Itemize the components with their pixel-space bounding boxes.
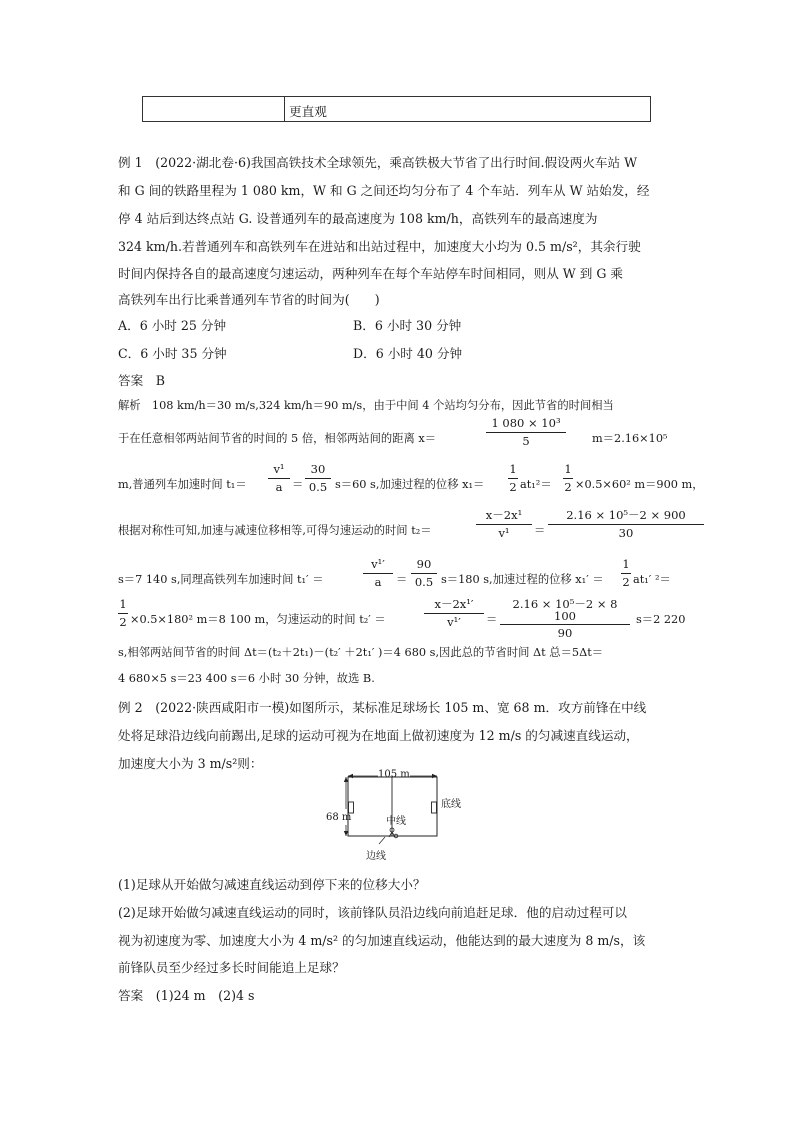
analysis-text: ×0.5×180² m＝8 100 m，匀速运动的时间 t₂′ ＝ (130, 613, 386, 626)
length-label: 105 m (378, 769, 410, 780)
fraction: 1 2 (119, 597, 127, 629)
analysis-line: m,普通列车加速时间 t₁＝ (118, 478, 247, 491)
equals: ＝ (486, 613, 498, 626)
fraction: v¹′ a (363, 559, 393, 588)
question-line: (2)足球开始做匀减速直线运动的同时，该前锋队员沿边线向前追赶足球．他的启动过程可以 (118, 905, 627, 920)
example-2-line: 例 2 (2022·陕西咸阳市一模)如图所示，某标准足球场长 105 m、宽 68 m．攻方前锋在中线 (118, 700, 647, 715)
endline-label: 底线 (441, 799, 461, 810)
width-label: 68 m (326, 812, 352, 823)
analysis-text: s＝180 s,加速过程的位移 x₁′ ＝ (441, 573, 604, 586)
option-d: D．6 小时 40 分钟 (353, 346, 463, 361)
top-table (142, 96, 651, 122)
fraction: 2.16 × 10⁵－2 × 900 30 (548, 510, 704, 539)
answer-1: 答案 B (118, 373, 166, 388)
example-2-line: 加速度大小为 3 m/s²则： (118, 756, 263, 771)
midline-label: 中线 (386, 816, 406, 827)
example-1-line: 停 4 站后到达终点站 G. 设普通列车的最高速度为 108 km/h，高铁列车的最高速度为 (118, 211, 598, 226)
example-1-line: 高铁列车出行比乘普通列车节省的时间为( ) (118, 292, 380, 307)
analysis-line: 根据对称性可知,加速与减速位移相等,可得匀速运动的时间 t₂＝ (118, 524, 432, 537)
analysis-line: 4 680×5 s＝23 400 s＝6 小时 30 分钟，故选 B. (118, 672, 375, 685)
table-cell-right: 更直观 (289, 104, 327, 119)
sideline-label: 边线 (366, 851, 386, 862)
question-line: 前锋队员至少经过多长时间能追上足球？ (118, 960, 345, 975)
fraction: 1 2 (622, 557, 630, 589)
analysis-line: s,相邻两站间节省的时间 Δt＝(t₂＋2t₁)－(t₂′ ＋2t₁′ )＝4 680 s,因此总的节省时间 Δt 总＝5Δt＝ (118, 646, 604, 659)
equals: ＝ (534, 524, 546, 537)
equals: ＝ (396, 573, 408, 586)
analysis-line: 解析 108 km/h＝30 m/s,324 km/h＝90 m/s，由于中间 4 个站均匀分布，因此节省的时间相当 (118, 399, 614, 412)
analysis-text: s＝2 220 (636, 613, 686, 626)
fraction: v¹ a (268, 464, 290, 493)
analysis-text: ×0.5×60² m＝900 m， (575, 478, 704, 491)
option-b: B．6 小时 30 分钟 (353, 318, 462, 333)
fraction: 1 2 (564, 462, 572, 494)
example-2-line: 处将足球沿边线向前踢出,足球的运动可视为在地面上做初速度为 12 m/s 的匀减速直线运动， (118, 728, 639, 743)
analysis-line: 于在任意相邻两站间节省的时间的 5 倍，相邻两站间的距离 x＝ (118, 432, 437, 445)
example-1-line: 324 km/h.若普通列车和高铁列车在进站和出站过程中，加速度大小均为 0.5 m/s²，其余行驶 (118, 239, 641, 254)
example-1-line: 例 1 (2022·湖北卷·6)我国高铁技术全球领先，乘高铁极大节省了出行时间.假设两火车站 W (118, 155, 638, 170)
analysis-text: at₁′ ²＝ (633, 573, 671, 586)
analysis-text: s＝60 s,加速过程的位移 x₁＝ (335, 478, 485, 491)
analysis-text: m＝2.16×10⁵ (592, 432, 668, 445)
option-c: C．6 小时 35 分钟 (118, 346, 227, 361)
question-line: (1)足球从开始做匀减速直线运动到停下来的位移大小？ (118, 877, 426, 892)
fraction: 90 0.5 (411, 559, 437, 588)
fraction: 1 080 × 10³ 5 (486, 418, 566, 447)
analysis-text: at₁²＝ (520, 478, 552, 491)
fraction: 2.16 × 10⁵－2 × 8 100 90 (500, 599, 630, 640)
table-divider (284, 97, 285, 121)
question-line: 视为初速度为零、加速度大小为 4 m/s² 的匀加速直线运动，他能达到的最大速度为 8 m/s，该 (118, 933, 646, 948)
fraction: x－2x¹ v¹ (476, 510, 532, 539)
fraction: 30 0.5 (305, 464, 331, 493)
answer-2: 答案 (1)24 m (2)4 s (118, 988, 255, 1003)
fraction: x－2x¹′ v¹′ (424, 599, 484, 628)
equals: ＝ (292, 478, 304, 491)
example-1-line: 时间内保持各自的最高速度匀速运动，两种列车在每个车站停车时间相同，则从 W 到 G 乘 (118, 266, 623, 281)
option-a: A．6 小时 25 分钟 (118, 318, 227, 333)
analysis-line: s＝7 140 s,同理高铁列车加速时间 t₁′ ＝ (118, 573, 324, 586)
example-1-line: 和 G 间的铁路里程为 1 080 km，W 和 G 之间还均匀分布了 4 个车站．列车从 W 站始发，经 (118, 183, 650, 198)
fraction: 1 2 (509, 462, 517, 494)
